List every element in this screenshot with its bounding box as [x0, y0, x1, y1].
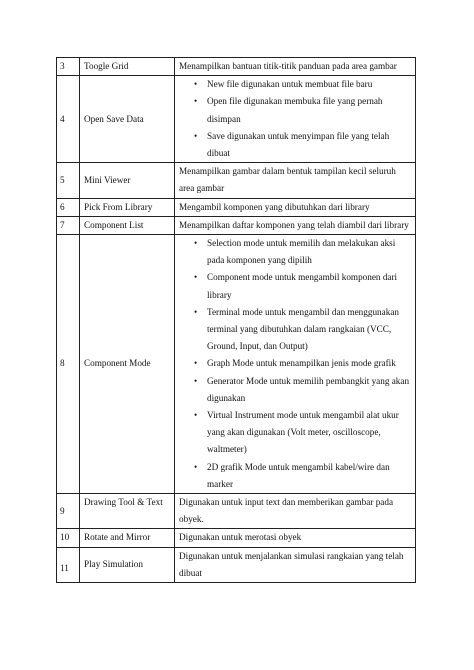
- bullet-item: • Generator Mode untuk memilih pembangkit yang akan digunakan: [207, 373, 411, 407]
- table-row: [57, 163, 416, 198]
- row-name: Toogle Grid: [80, 58, 175, 76]
- row-number: 10: [57, 529, 80, 547]
- row-name: Open Save Data: [80, 76, 175, 163]
- row-name: Pick From Library: [80, 198, 175, 216]
- table-row: [57, 216, 416, 234]
- table-row: [57, 235, 416, 494]
- table-row: [57, 547, 416, 582]
- row-number: 9: [57, 494, 80, 529]
- bullet-item: • Virtual Instrument mode untuk mengambil alat ukur yang akan digunakan (Volt meter, oscilloscope, waltmeter): [207, 407, 411, 459]
- table-row: [57, 198, 416, 216]
- row-number: 3: [57, 58, 80, 76]
- row-description: Menampilkan bantuan titik-titik panduan pada area gambar: [175, 58, 416, 76]
- table-row: [57, 58, 416, 76]
- bullet-item: • Selection mode untuk memilih dan melakukan aksi pada komponen yang dipilih: [207, 235, 411, 269]
- row-description: [175, 235, 416, 494]
- table-row: [57, 76, 416, 163]
- row-description: Menampilkan daftar komponen yang telah diambil dari library: [175, 216, 416, 234]
- row-description: Mengambil komponen yang dibutuhkan dari library: [175, 198, 416, 216]
- bullet-item: • Graph Mode untuk menampilkan jenis mode grafik: [207, 355, 411, 372]
- row-number: 7: [57, 216, 80, 234]
- bullet-list: [179, 76, 411, 162]
- bullet-item: • New file digunakan untuk membuat file baru: [207, 76, 411, 93]
- bullet-item: • Save digunakan untuk menyimpan file yang telah dibuat: [207, 128, 411, 162]
- bullet-item: • 2D grafik Mode untuk mengambil kabel/wire dan marker: [207, 459, 411, 493]
- row-number: 8: [57, 235, 80, 494]
- row-name: Component Mode: [80, 235, 175, 494]
- component-table: [56, 57, 416, 583]
- row-number: 11: [57, 547, 80, 582]
- table-row: [57, 529, 416, 547]
- row-description: Digunakan untuk merotasi obyek: [175, 529, 416, 547]
- row-description: Digunakan untuk input text dan memberikan gambar pada obyek.: [175, 494, 416, 529]
- row-description: Menampilkan gambar dalam bentuk tampilan kecil seluruh area gambar: [175, 163, 416, 198]
- row-name: Play Simulation: [80, 547, 175, 582]
- table-row: [57, 494, 416, 529]
- row-number: 5: [57, 163, 80, 198]
- row-name: Component List: [80, 216, 175, 234]
- bullet-item: • Terminal mode untuk mengambil dan menggunakan terminal yang dibutuhkan dalam rangkaian (VCC, Ground, Input, dan Output): [207, 304, 411, 356]
- row-description: [175, 76, 416, 163]
- row-number: 4: [57, 76, 80, 163]
- bullet-item: • Component mode untuk mengambil komponen dari library: [207, 269, 411, 303]
- row-name: Drawing Tool & Text: [80, 494, 175, 529]
- bullet-item: • Open file digunakan membuka file yang pernah disimpan: [207, 93, 411, 127]
- row-name: Rotate and Mirror: [80, 529, 175, 547]
- bullet-list: [179, 235, 411, 493]
- row-name: Mini Viewer: [80, 163, 175, 198]
- row-number: 6: [57, 198, 80, 216]
- row-description: Digunakan untuk menjalankan simulasi rangkaian yang telah dibuat: [175, 547, 416, 582]
